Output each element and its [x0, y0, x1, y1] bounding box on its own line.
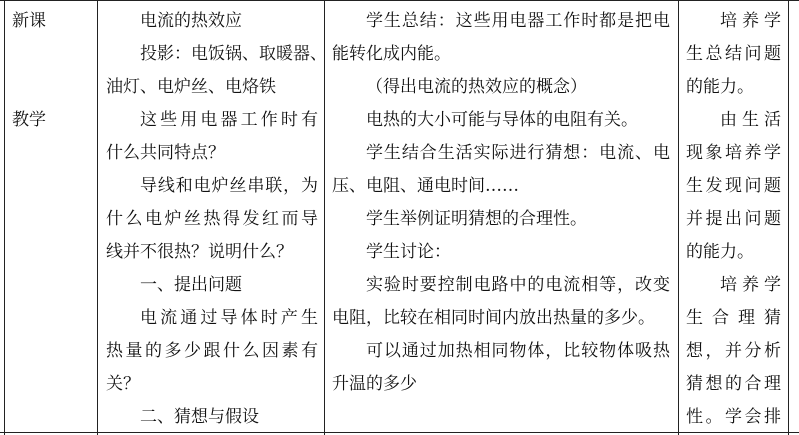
- teacher-activity-line: 关？: [106, 374, 140, 394]
- student-activity-line: 学生举例证明猜想的合理性。: [366, 209, 587, 229]
- teacher-activity-line: 电流的热效应: [140, 11, 242, 31]
- teacher-activity-line: 这些用电器工作时有: [140, 110, 318, 130]
- column-divider-3: [678, 0, 679, 435]
- design-intent-line: 培养学: [720, 275, 781, 295]
- design-intent-line: 生发现问题: [686, 176, 781, 196]
- design-intent-line: 的能力。: [686, 242, 754, 262]
- teacher-activity-line: 什么共同特点？: [106, 143, 225, 163]
- design-intent-line: 的能力。: [686, 77, 754, 97]
- design-intent-line: 并提出问题: [686, 209, 781, 229]
- student-activity-line: 电热的大小可能与导体的电阻有关。: [366, 110, 638, 130]
- teacher-activity-line: 导线和电炉丝串联，为: [140, 176, 318, 196]
- teacher-activity-line: 一、提出问题: [140, 275, 242, 295]
- table-right-border: [788, 0, 789, 435]
- table-top-border: [0, 0, 799, 1]
- student-activity-line: 能转化成内能。: [332, 44, 451, 64]
- design-intent-line: 生合理猜: [686, 308, 781, 328]
- teacher-activity-line: 二、猜想与假设: [140, 407, 259, 427]
- design-intent-column: [686, 5, 781, 434]
- student-activity-line: （得出电流的热效应的概念）: [366, 77, 587, 97]
- student-activity-line: 电阻，比较在相同时间内放出热量的多少。: [332, 308, 655, 328]
- student-activity-line: 实验时要控制电路中的电流相等，改变: [366, 275, 670, 295]
- stage-label: [12, 38, 92, 71]
- student-activity-line: 学生结合生活实际进行猜想：电流、电: [366, 143, 670, 163]
- student-activity-line: 压、电阻、通电时间……: [332, 176, 519, 196]
- teacher-activity-line: 油灯、电炉丝、电烙铁: [106, 77, 276, 97]
- design-intent-line: 猜想的合理: [686, 374, 781, 394]
- teacher-activity-line: 什么电炉丝热得发红而导: [106, 209, 318, 229]
- student-activity-column: [332, 5, 670, 401]
- design-intent-line: 性。学会排: [686, 407, 781, 427]
- stage-label: 新课: [12, 11, 46, 31]
- teacher-activity-line: 热量的多少跟什么因素有: [106, 341, 318, 361]
- student-activity-line: 可以通过加热相同物体，比较物体吸热: [366, 341, 670, 361]
- student-activity-line: 学生总结：这些用电器工作时都是把电: [366, 11, 670, 31]
- stage-column: [12, 5, 92, 137]
- design-intent-line: 想，并分析: [686, 341, 781, 361]
- design-intent-line: 生总结问题: [686, 44, 781, 64]
- design-intent-line: 培养学: [720, 11, 781, 31]
- stage-label: 教学: [12, 110, 46, 130]
- student-activity-line: 升温的多少: [332, 374, 417, 394]
- teacher-activity-line: 投影：电饭锅、取暖器、: [140, 44, 327, 64]
- student-activity-line: 学生讨论：: [366, 242, 451, 262]
- teacher-activity-column: [106, 5, 327, 434]
- design-intent-line: 由生活: [720, 110, 781, 130]
- teacher-activity-line: 线并不很热？说明什么？: [106, 242, 293, 262]
- column-divider-1: [97, 0, 98, 435]
- design-intent-line: 现象培养学: [686, 143, 781, 163]
- stage-label: [12, 71, 92, 104]
- teacher-activity-line: 电流通过导体时产生: [140, 308, 318, 328]
- table-left-border: [4, 0, 5, 435]
